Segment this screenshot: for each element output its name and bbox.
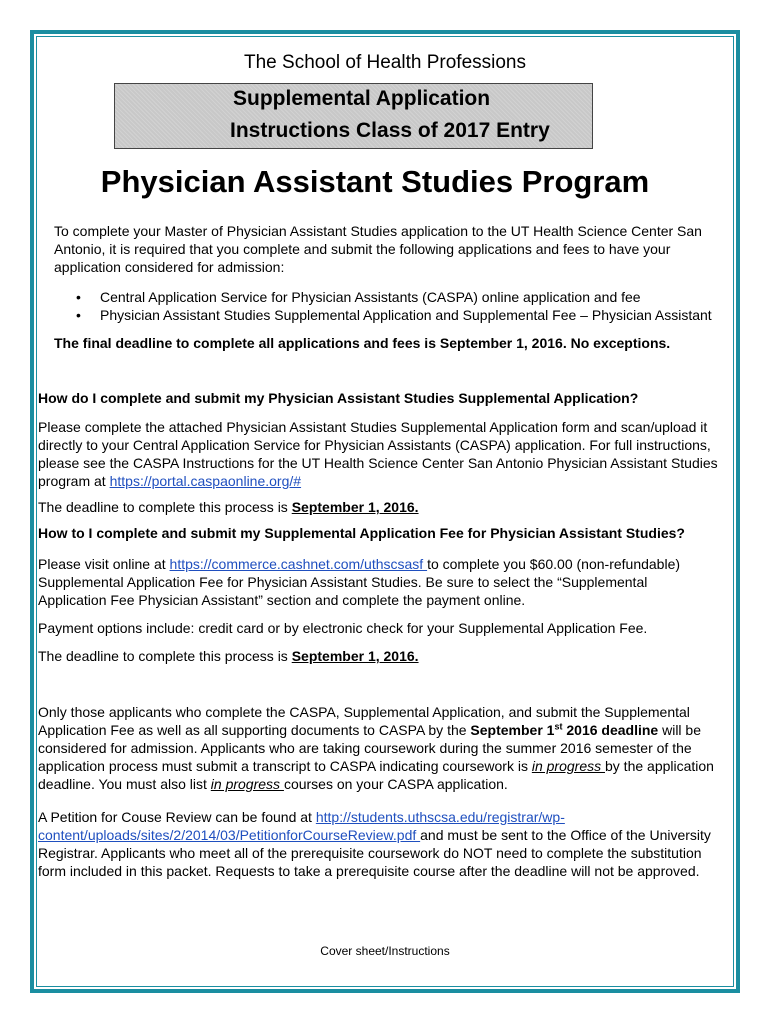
in-progress-emphasis: in progress	[210, 776, 284, 792]
admission-text-4: courses on your CASPA application.	[283, 776, 508, 792]
caspa-portal-link[interactable]: https://portal.caspaonline.org/#	[109, 473, 302, 489]
requirements-list	[54, 288, 724, 324]
section1-body	[38, 418, 718, 490]
deadline-date: September 1, 2016.	[291, 499, 419, 515]
section1-question: How do I complete and submit my Physician Assistant Studies Supplemental Application?	[38, 390, 639, 406]
intro-paragraph: To complete your Master of Physician Assistant Studies application to the UT Health Science Center San Antonio, it is required that you complete and submit the following applications and fees to have your application considered for admission:	[54, 223, 702, 275]
list-item: • Physician Assistant Studies Supplemental Application and Supplemental Fee – Physician Assistant	[54, 306, 724, 324]
deadline-bold-tail: 2016 deadline	[562, 722, 659, 738]
deadline-prefix: The deadline to complete this process is	[38, 648, 292, 664]
section1-deadline	[38, 498, 419, 516]
section1-body-text: Please complete the attached Physician Assistant Studies Supplemental Application form and scan/upload it directly to your Central Application Service for Physician Assistants (CASPA) application. For full instructions, please see the CASPA Instructions for the UT Health Science Center San Antonio Physician Assistant Studies program at	[38, 419, 718, 489]
school-name: The School of Health Professions	[244, 52, 526, 73]
deadline-bold-sup: st	[554, 721, 563, 732]
deadline-bold-date	[470, 722, 658, 738]
section2-deadline	[38, 647, 419, 665]
payment-options: Payment options include: credit card or by electronic check for your Supplemental Application Fee.	[38, 620, 648, 636]
admission-paragraph	[38, 703, 718, 793]
petition-suffix: and must be sent to the Office of the University Registrar. Applicants who meet all of the prerequisite coursework do NOT need to complete the substitution form included in this packet. Requests to take a prerequisite course after the deadline will not be approved.	[38, 827, 711, 879]
deadline-date: September 1, 2016.	[291, 648, 419, 664]
section2-body	[38, 555, 718, 609]
header-box-line1: Supplemental Application	[233, 87, 491, 110]
page-footer: Cover sheet/Instructions	[320, 944, 450, 958]
admission-text-2: will be considered for admission. Applicants who are taking coursework during the summer 2016 semester of the application process must submit a transcript to CASPA indicating coursework is	[38, 722, 701, 774]
list-item: • Central Application Service for Physician Assistants (CASPA) online application and fee	[54, 288, 724, 306]
petition-link[interactable]: http://students.uthscsa.edu/registrar/wp-content/uploads/sites/2/2014/03/PetitionforCourseReview.pdf	[38, 809, 565, 843]
admission-text-3: by the application deadline. You must also list	[38, 758, 714, 792]
in-progress-emphasis: in progress	[531, 758, 605, 774]
deadline-bold-month: September 1	[470, 722, 555, 738]
admission-text-1: Only those applicants who complete the CASPA, Supplemental Application, and submit the Supplemental Application Fee as well as all supporting documents to CASPA by the	[38, 704, 690, 738]
page-title: Physician Assistant Studies Program	[100, 164, 650, 199]
final-deadline: The final deadline to complete all applications and fees is September 1, 2016. No exceptions.	[54, 335, 671, 351]
petition-prefix: A Petition for Couse Review can be found at	[38, 809, 316, 825]
section2-body-prefix: Please visit online at	[38, 556, 170, 572]
petition-paragraph	[38, 808, 718, 880]
section2-body-suffix: to complete you $60.00 (non-refundable) Supplemental Application Fee for Physician Assistant Studies. Be sure to select the “Supplemental Application Fee Physician Assistant” section and complete the payment online.	[38, 556, 681, 608]
deadline-prefix: The deadline to complete this process is	[38, 499, 292, 515]
section2-question: How to I complete and submit my Supplemental Application Fee for Physician Assistant Studies?	[38, 525, 685, 541]
header-box-line2: Instructions Class of 2017 Entry	[230, 119, 550, 142]
cashnet-link[interactable]: https://commerce.cashnet.com/uthscsasf	[169, 556, 428, 572]
